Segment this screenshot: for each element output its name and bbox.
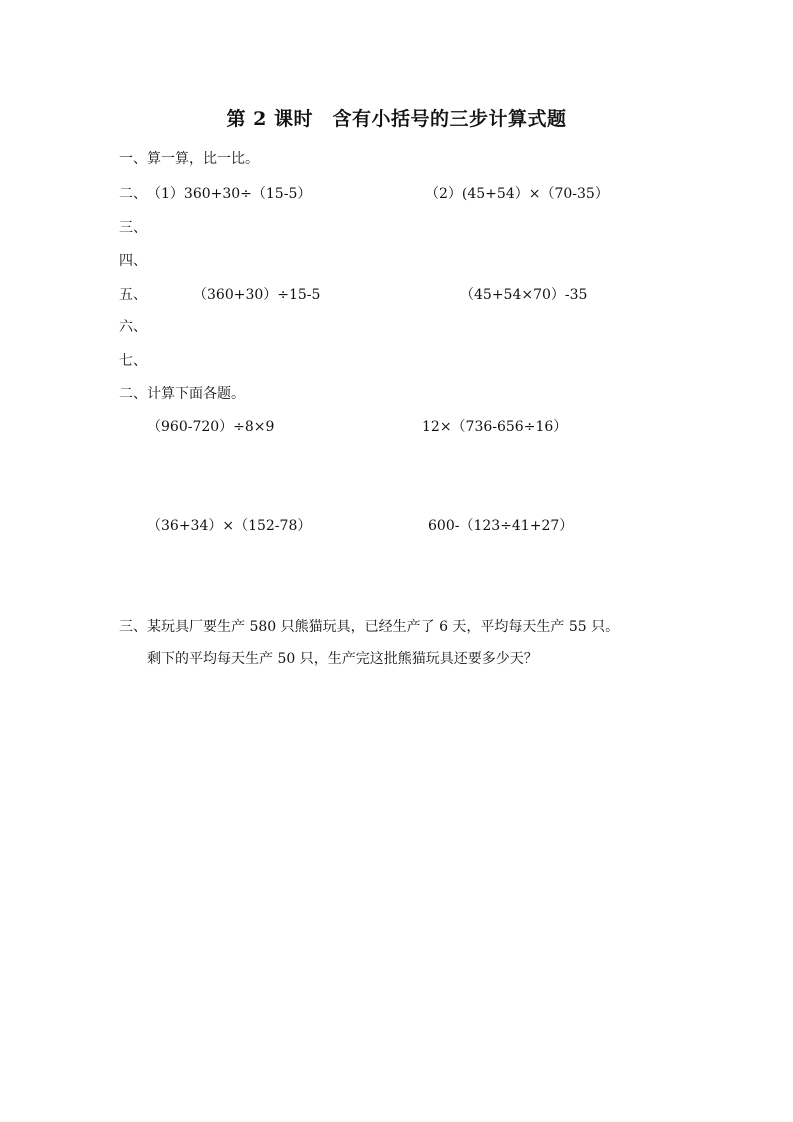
section1-line-label: 六、 [119,319,147,335]
section1-problem: （360+30）÷15-5 [193,287,321,303]
section1-line-label: 五、 [119,287,147,303]
section2-heading: 二、计算下面各题。 [119,386,245,402]
section2-problem: 600-（123÷41+27） [428,518,574,534]
section1-problem: （1）360+30÷（15-5） [147,186,312,202]
section1-line-label: 三、 [119,220,147,236]
section1-problem: （45+54×70）-35 [460,287,588,303]
section1-line-label: 四、 [119,253,147,269]
section1-line-label: 二、 [119,186,147,202]
section2-problem: （960-720）÷8×9 [147,419,275,435]
page-title: 第 2 课时 含有小括号的三步计算式题 [226,108,567,130]
section2-problem: （36+34）×（152-78） [147,518,312,534]
section1-heading: 一、算一算，比一比。 [119,151,259,167]
section1-problem: （2）(45+54）×（70-35） [425,186,609,202]
section1-line-label: 七、 [119,353,147,369]
section3-problem-line1: 三、某玩具厂要生产 580 只熊猫玩具，已经生产了 6 天，平均每天生产 55 只。 [119,619,620,635]
section3-problem-line2: 剩下的平均每天生产 50 只，生产完这批熊猫玩具还要多少天？ [147,651,538,667]
section2-problem: 12×（736-656÷16） [422,419,568,435]
